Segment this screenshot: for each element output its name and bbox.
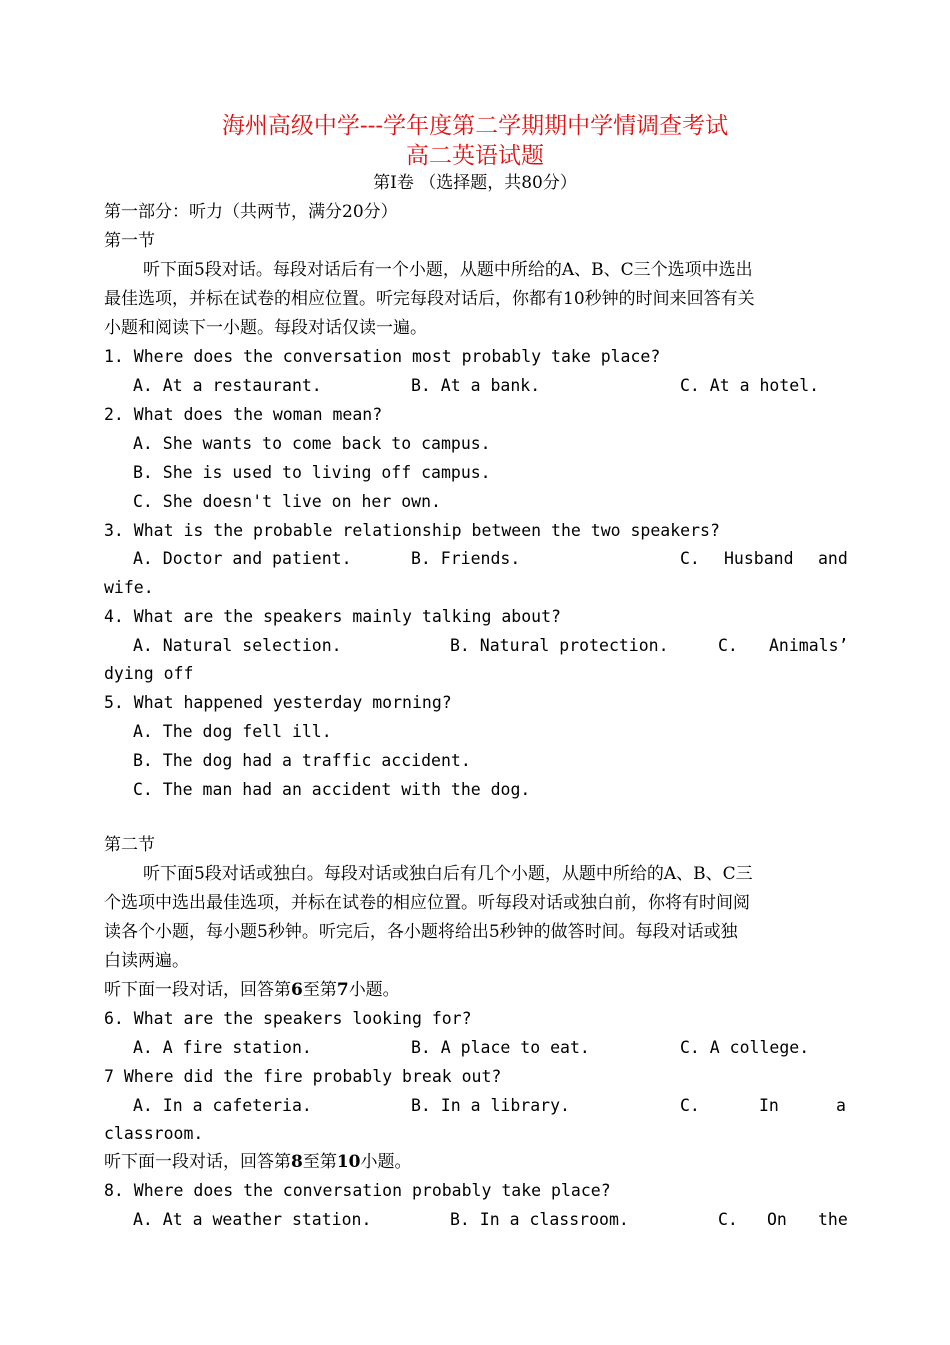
question-7-option-c-wrap: classroom. bbox=[104, 1124, 204, 1143]
question-4-option-b: B. Natural protection. bbox=[450, 636, 669, 655]
group-instruction-text: 听下面一段对话，回答第 bbox=[104, 980, 291, 1000]
question-6-option-a: A. A fire station. bbox=[133, 1038, 312, 1057]
question-3-option-a: A. Doctor and patient. bbox=[133, 549, 352, 568]
question-4-stem: 4. What are the speakers mainly talking about? bbox=[104, 607, 561, 626]
volume-heading: 第Ⅰ卷 （选择题，共80分） bbox=[373, 173, 577, 193]
question-7-option-c-label: C. bbox=[680, 1096, 700, 1115]
question-7-option-c-word: a bbox=[836, 1096, 846, 1115]
question-4-option-c-wrap: dying off bbox=[104, 664, 194, 683]
question-7-option-b: B. In a library. bbox=[411, 1096, 570, 1115]
part1-heading: 第一部分：听力（共两节，满分20分） bbox=[104, 202, 398, 222]
section2-instruction-line: 读各个小题，每小题5秒钟。听完后，各小题将给出5秒钟的做答时间。每段对话或独 bbox=[104, 922, 738, 942]
group-instruction-text: 至第 bbox=[302, 980, 337, 1000]
section2-heading: 第二节 bbox=[104, 835, 155, 855]
question-7-stem: 7 Where did the fire probably break out? bbox=[104, 1067, 502, 1086]
question-3-option-b: B. Friends. bbox=[411, 549, 521, 568]
question-8-stem: 8. Where does the conversation probably take place? bbox=[104, 1181, 611, 1200]
section1-instruction-line: 听下面5段对话。每段对话后有一个小题，从题中所给的A、B、C三个选项中选出 bbox=[143, 260, 753, 280]
question-7-option-a: A. In a cafeteria. bbox=[133, 1096, 312, 1115]
question-4-option-a: A. Natural selection. bbox=[133, 636, 342, 655]
question-5-option-c: C. The man had an accident with the dog. bbox=[133, 780, 531, 799]
group-start-number: 6 bbox=[291, 980, 303, 1000]
question-6-option-b: B. A place to eat. bbox=[411, 1038, 590, 1057]
section2-instruction-line: 个选项中选出最佳选项，并标在试卷的相应位置。听每段对话或独白前，你将有时间阅 bbox=[104, 893, 750, 913]
question-8-option-c-word: On bbox=[767, 1210, 787, 1229]
question-7-option-c-word: In bbox=[759, 1096, 779, 1115]
question-1-option-c: C. At a hotel. bbox=[680, 376, 820, 395]
question-2-option-a: A. She wants to come back to campus. bbox=[133, 434, 491, 453]
question-8-option-c-word: the bbox=[818, 1210, 848, 1229]
group-instruction-text: 小题。 bbox=[348, 980, 400, 1000]
question-5-stem: 5. What happened yesterday morning? bbox=[104, 693, 452, 712]
question-3-option-c-word: Husband bbox=[724, 549, 794, 568]
group-instruction-text: 听下面一段对话，回答第 bbox=[104, 1152, 291, 1172]
group-instruction-text: 至第 bbox=[302, 1152, 337, 1172]
group-instruction-text: 小题。 bbox=[360, 1152, 412, 1172]
question-8-option-c-label: C. bbox=[718, 1210, 738, 1229]
question-2-stem: 2. What does the woman mean? bbox=[104, 405, 383, 424]
question-5-option-a: A. The dog fell ill. bbox=[133, 722, 332, 741]
section2-instruction-line: 听下面5段对话或独白。每段对话或独白后有几个小题，从题中所给的A、B、C三 bbox=[143, 864, 753, 884]
question-6-option-c: C. A college. bbox=[680, 1038, 810, 1057]
section1-instruction-line: 最佳选项，并标在试卷的相应位置。听完每段对话后，你都有10秒钟的时间来回答有关 bbox=[104, 289, 755, 309]
question-5-option-b: B. The dog had a traffic accident. bbox=[133, 751, 471, 770]
question-4-option-c-label: C. bbox=[718, 636, 738, 655]
section1-instruction-line: 小题和阅读下一小题。每段对话仅读一遍。 bbox=[104, 318, 427, 338]
group-end-number: 10 bbox=[336, 1152, 361, 1172]
group-end-number: 7 bbox=[336, 980, 349, 1000]
question-8-option-a: A. At a weather station. bbox=[133, 1210, 372, 1229]
group-instruction-8-10 bbox=[104, 1151, 848, 1173]
question-4-option-c-word: Animals’ bbox=[769, 636, 849, 655]
question-1-option-a: A. At a restaurant. bbox=[133, 376, 322, 395]
question-2-option-c: C. She doesn't live on her own. bbox=[133, 492, 441, 511]
group-start-number: 8 bbox=[291, 1152, 303, 1172]
question-3-stem: 3. What is the probable relationship between the two speakers? bbox=[104, 521, 720, 540]
question-3-option-c-word: and bbox=[818, 549, 848, 568]
section2-instruction-line: 白读两遍。 bbox=[104, 951, 189, 971]
question-8-option-b: B. In a classroom. bbox=[450, 1210, 629, 1229]
question-1-option-b: B. At a bank. bbox=[411, 376, 541, 395]
question-3-option-c-label: C. bbox=[680, 549, 700, 568]
question-2-option-b: B. She is used to living off campus. bbox=[133, 463, 491, 482]
question-6-stem: 6. What are the speakers looking for? bbox=[104, 1009, 472, 1028]
group-instruction-6-7 bbox=[104, 979, 848, 1001]
exam-subtitle: 高二英语试题 bbox=[406, 143, 544, 169]
question-3-option-c-wrap: wife. bbox=[104, 578, 154, 597]
exam-title: 海州高级中学---学年度第二学期期中学情调查考试 bbox=[221, 113, 729, 139]
question-1-stem: 1. Where does the conversation most probably take place? bbox=[104, 347, 661, 366]
section1-heading: 第一节 bbox=[104, 231, 155, 251]
